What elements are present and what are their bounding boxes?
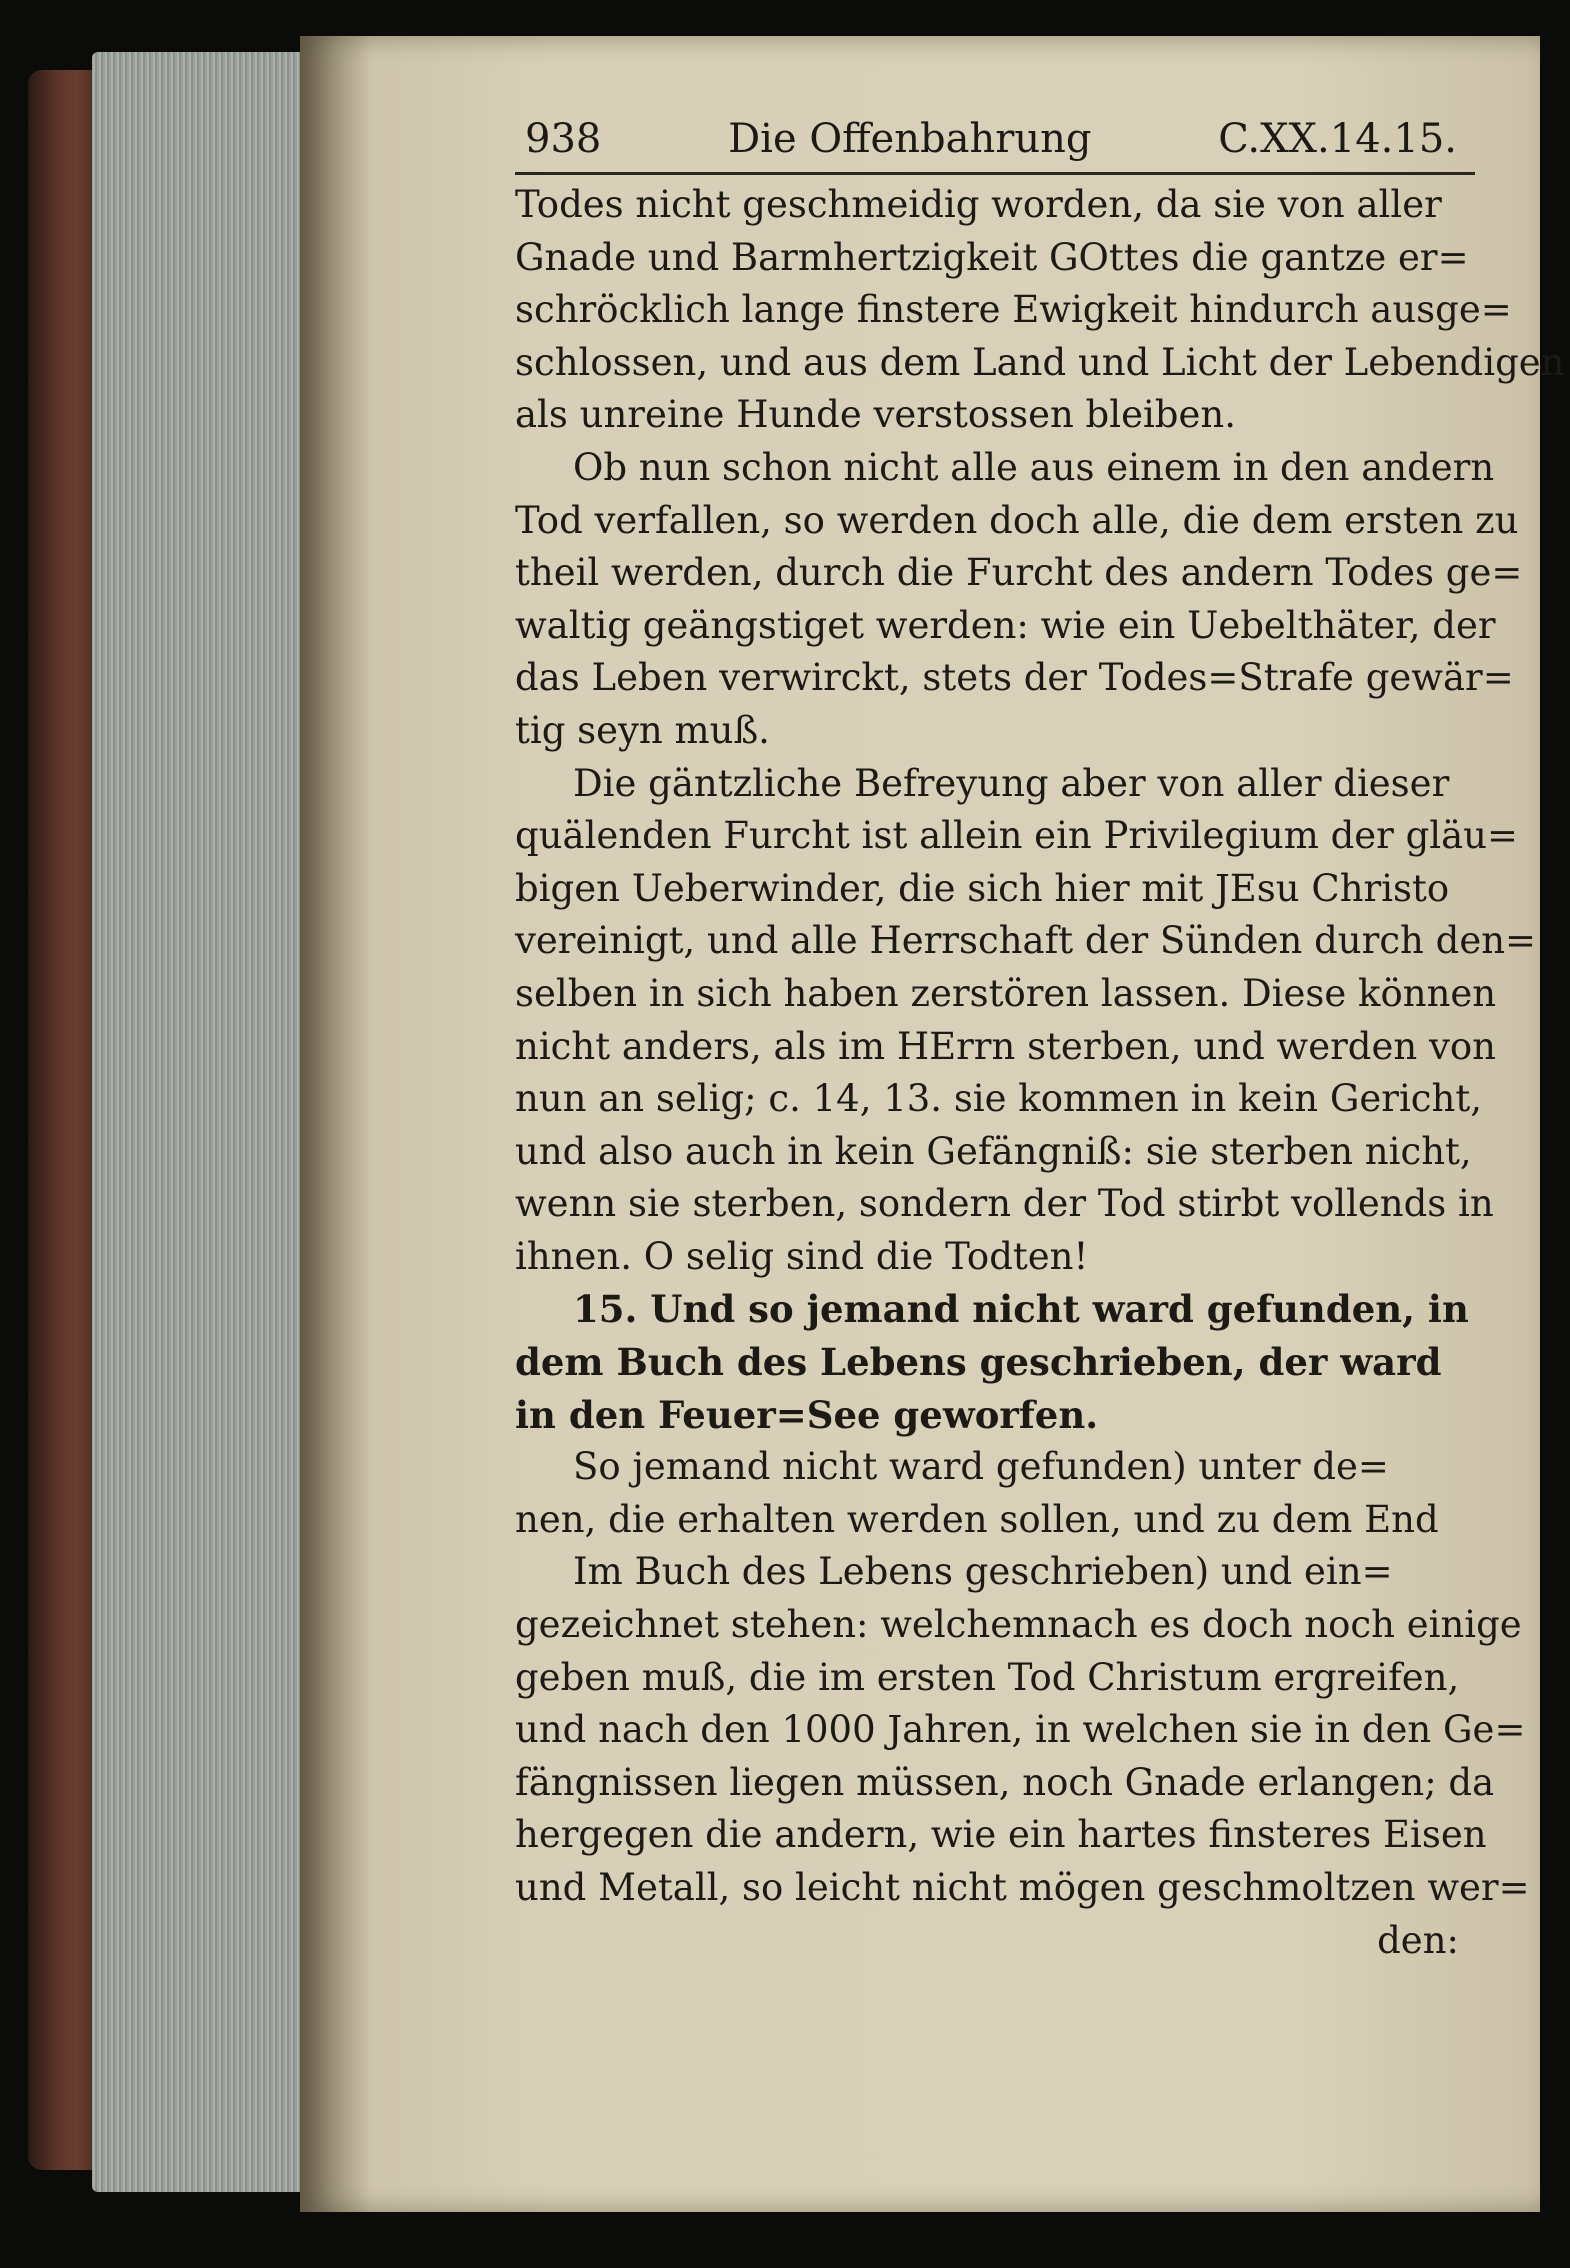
page-number: 938: [525, 116, 602, 162]
text-line: Todes nicht geschmeidig worden, da sie von aller: [515, 183, 1442, 226]
running-title: Die Offenbahrung: [728, 116, 1092, 162]
text-line: Im Buch des Lebens geschrieben) und ein=: [573, 1550, 1393, 1594]
text-line: gezeichnet stehen: welchemnach es doch noch einige: [515, 1603, 1522, 1647]
chapter-reference: C.XX.14.15.: [1218, 116, 1457, 162]
text-line: Die gäntzliche Befreyung aber von aller dieser: [573, 761, 1450, 805]
page-text-block: [515, 108, 1565, 1967]
text-line: und also auch in kein Gefängniß: sie sterben nicht,: [515, 1129, 1472, 1173]
paragraph-3: [515, 758, 1537, 1284]
gutter-shadow: [300, 36, 370, 2212]
text-line: und nach den 1000 Jahren, in welchen sie in den Ge=: [515, 1708, 1526, 1752]
text-line: theil werden, durch die Furcht des andern Todes ge=: [515, 551, 1523, 595]
text-line: quälenden Furcht ist allein ein Privilegium der gläu=: [515, 814, 1519, 858]
text-line: nicht anders, als im HErrn sterben, und werden von: [515, 1024, 1496, 1068]
text-line: hergegen die andern, wie ein hartes finsteres Eisen: [515, 1813, 1487, 1857]
text-line: Ob nun schon nicht alle aus einem in den andern: [573, 445, 1495, 489]
text-line: als unreine Hunde verstossen bleiben.: [515, 393, 1236, 437]
text-line: das Leben verwirckt, stets der Todes=Strafe gewär=: [515, 656, 1514, 700]
text-line: So jemand nicht ward gefunden) unter de=: [573, 1445, 1389, 1489]
text-line: nen, die erhalten werden sollen, und zu dem End: [515, 1497, 1439, 1541]
text-line: nun an selig; c. 14, 13. sie kommen in kein Gericht,: [515, 1077, 1482, 1121]
paragraph-2: [515, 442, 1523, 758]
verse-line: dem Buch des Lebens geschrieben, der ward: [515, 1340, 1442, 1385]
text-line: Tod verfallen, so werden doch alle, die dem ersten zu: [515, 498, 1519, 542]
text-line: tig seyn muß.: [515, 708, 770, 752]
text-line: Gnade und Barmhertzigkeit GOttes die gantze er=: [515, 235, 1469, 279]
text-line: geben muß, die im ersten Tod Christum ergreifen,: [515, 1655, 1460, 1699]
text-line: selben in sich haben zerstören lassen. Diese können: [515, 971, 1497, 1015]
text-line: waltig geängstiget werden: wie ein Uebelthäter, der: [515, 603, 1496, 647]
verse-line: in den Feuer=See geworfen.: [515, 1392, 1099, 1437]
verse-15: [515, 1283, 1469, 1441]
text-line: vereinigt, und alle Herrschaft der Sünden durch den=: [515, 919, 1537, 963]
text-line: bigen Ueberwinder, die sich hier mit JEsu Christo: [515, 866, 1450, 910]
text-line: wenn sie sterben, sondern der Tod stirbt vollends in: [515, 1182, 1494, 1226]
commentary: [515, 1441, 1530, 1967]
paragraph-1: [515, 179, 1565, 442]
catchword: den:: [1377, 1918, 1459, 1962]
verse-line: 15. Und so jemand nicht ward gefunden, in: [573, 1287, 1469, 1332]
text-line: schröcklich lange finstere Ewigkeit hindurch ausge=: [515, 288, 1512, 332]
header-rule: [515, 172, 1475, 175]
text-line: schlossen, und aus dem Land und Licht der Lebendigen: [515, 340, 1565, 384]
page-edges: [92, 52, 322, 2192]
text-line: ihnen. O selig sind die Todten!: [515, 1234, 1089, 1278]
running-header: [515, 108, 1465, 170]
text-line: fängnissen liegen müssen, noch Gnade erlangen; da: [515, 1760, 1495, 1804]
text-line: und Metall, so leicht nicht mögen geschmoltzen wer=: [515, 1866, 1530, 1909]
